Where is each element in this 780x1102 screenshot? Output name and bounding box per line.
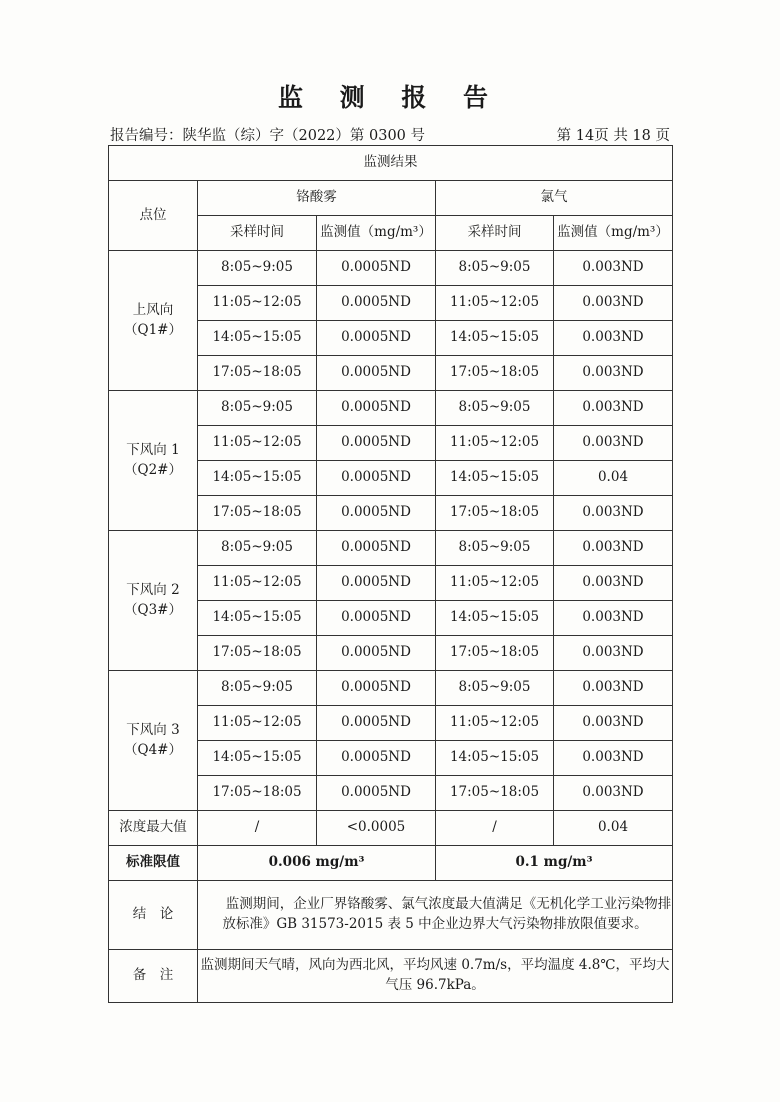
pollutant-header: 铬酸雾: [198, 181, 436, 216]
measured-value: 0.0005ND: [317, 321, 436, 356]
point-cell: [109, 671, 198, 811]
measured-value: 0.003ND: [554, 531, 673, 566]
column-header: 采样时间: [198, 216, 317, 251]
table-row: [109, 391, 673, 426]
measured-value: 0.003ND: [554, 426, 673, 461]
max-row-label: 浓度最大值: [109, 811, 198, 846]
sample-time: 8:05~9:05: [198, 391, 317, 426]
point-cell: [109, 391, 198, 531]
limit-value: 0.1 mg/m³: [436, 846, 673, 881]
sample-time: 17:05~18:05: [198, 636, 317, 671]
point-code: （Q2#）: [124, 461, 182, 478]
page-info: 第 14页 共 18 页: [556, 128, 670, 144]
max-value: /: [436, 811, 554, 846]
sample-time: 17:05~18:05: [436, 496, 554, 531]
sample-time: 17:05~18:05: [198, 356, 317, 391]
max-value: <0.0005: [317, 811, 436, 846]
measured-value: 0.003ND: [554, 671, 673, 706]
column-header: 监测值（mg/m³）: [554, 216, 673, 251]
report-number: 报告编号：陕华监（综）字（2022）第 0300 号: [110, 128, 426, 144]
table-row: [109, 671, 673, 706]
sample-time: 14:05~15:05: [198, 741, 317, 776]
measured-value: 0.0005ND: [317, 706, 436, 741]
point-name: 下风向 1: [126, 441, 180, 458]
page-title: 监 测 报 告: [277, 83, 503, 112]
sample-time: 14:05~15:05: [198, 321, 317, 356]
measured-value: 0.003ND: [554, 286, 673, 321]
max-value: 0.04: [554, 811, 673, 846]
measured-value: 0.0005ND: [317, 671, 436, 706]
point-code: （Q4#）: [124, 741, 182, 758]
measured-value: 0.0005ND: [317, 426, 436, 461]
sample-time: 11:05~12:05: [436, 566, 554, 601]
sample-time: 8:05~9:05: [436, 671, 554, 706]
point-code: （Q3#）: [124, 601, 182, 618]
pollutant-header: 氯气: [436, 181, 673, 216]
measured-value: 0.003ND: [554, 601, 673, 636]
measured-value: 0.0005ND: [317, 741, 436, 776]
point-name: 下风向 2: [126, 581, 180, 598]
sample-time: 17:05~18:05: [436, 776, 554, 811]
sample-time: 11:05~12:05: [436, 426, 554, 461]
conclusion-paragraph: 监测期间，企业厂界铬酸雾、氯气浓度最大值满足《无机化学工业污染物排放标准》GB 31573-2015 表 5 中企业边界大气污染物排放限值要求。: [222, 896, 672, 932]
sample-time: 11:05~12:05: [436, 286, 554, 321]
sample-time: 14:05~15:05: [436, 321, 554, 356]
remark-text: 监测期间天气晴，风向为西北风，平均风速 0.7m/s，平均温度 4.8℃，平均大气压 96.7kPa。: [198, 950, 673, 1003]
sample-time: 8:05~9:05: [198, 531, 317, 566]
measured-value: 0.0005ND: [317, 286, 436, 321]
point-header: 点位: [109, 181, 198, 251]
measured-value: 0.003ND: [554, 321, 673, 356]
column-header: 监测值（mg/m³）: [317, 216, 436, 251]
sample-time: 14:05~15:05: [436, 461, 554, 496]
measured-value: 0.003ND: [554, 636, 673, 671]
remark-label: 备 注: [109, 950, 198, 1003]
measured-value: 0.003ND: [554, 776, 673, 811]
conclusion-text: [198, 881, 673, 950]
measured-value: 0.0005ND: [317, 566, 436, 601]
sample-time: 14:05~15:05: [198, 461, 317, 496]
sample-time: 8:05~9:05: [198, 251, 317, 286]
sample-time: 11:05~12:05: [198, 706, 317, 741]
sample-time: 17:05~18:05: [198, 496, 317, 531]
sample-time: 8:05~9:05: [436, 531, 554, 566]
measured-value: 0.04: [554, 461, 673, 496]
point-cell: [109, 531, 198, 671]
measured-value: 0.0005ND: [317, 356, 436, 391]
sample-time: 8:05~9:05: [436, 391, 554, 426]
measured-value: 0.003ND: [554, 706, 673, 741]
measured-value: 0.003ND: [554, 566, 673, 601]
sample-time: 8:05~9:05: [198, 671, 317, 706]
sample-time: 14:05~15:05: [198, 601, 317, 636]
measured-value: 0.0005ND: [317, 531, 436, 566]
max-value: /: [198, 811, 317, 846]
measured-value: 0.003ND: [554, 251, 673, 286]
point-code: （Q1#）: [124, 321, 182, 338]
sample-time: 14:05~15:05: [436, 741, 554, 776]
measured-value: 0.0005ND: [317, 601, 436, 636]
sample-time: 8:05~9:05: [436, 251, 554, 286]
section-title: 监测结果: [109, 146, 673, 181]
point-cell: [109, 251, 198, 391]
measured-value: 0.003ND: [554, 391, 673, 426]
measured-value: 0.003ND: [554, 741, 673, 776]
measured-value: 0.003ND: [554, 496, 673, 531]
measured-value: 0.0005ND: [317, 251, 436, 286]
conclusion-label: 结 论: [109, 881, 198, 950]
sample-time: 17:05~18:05: [198, 776, 317, 811]
sample-time: 11:05~12:05: [198, 426, 317, 461]
measured-value: 0.0005ND: [317, 776, 436, 811]
limit-row-label: 标准限值: [109, 846, 198, 881]
measured-value: 0.0005ND: [317, 636, 436, 671]
table-row: [109, 531, 673, 566]
monitoring-results-table: [108, 145, 673, 1003]
point-name: 上风向: [132, 301, 174, 318]
limit-value: 0.006 mg/m³: [198, 846, 436, 881]
point-name: 下风向 3: [126, 721, 180, 738]
measured-value: 0.0005ND: [317, 496, 436, 531]
measured-value: 0.0005ND: [317, 461, 436, 496]
column-header: 采样时间: [436, 216, 554, 251]
measured-value: 0.0005ND: [317, 391, 436, 426]
sample-time: 17:05~18:05: [436, 636, 554, 671]
table-row: [109, 251, 673, 286]
measured-value: 0.003ND: [554, 356, 673, 391]
sample-time: 17:05~18:05: [436, 356, 554, 391]
sample-time: 14:05~15:05: [436, 601, 554, 636]
sample-time: 11:05~12:05: [198, 286, 317, 321]
sample-time: 11:05~12:05: [198, 566, 317, 601]
sample-time: 11:05~12:05: [436, 706, 554, 741]
